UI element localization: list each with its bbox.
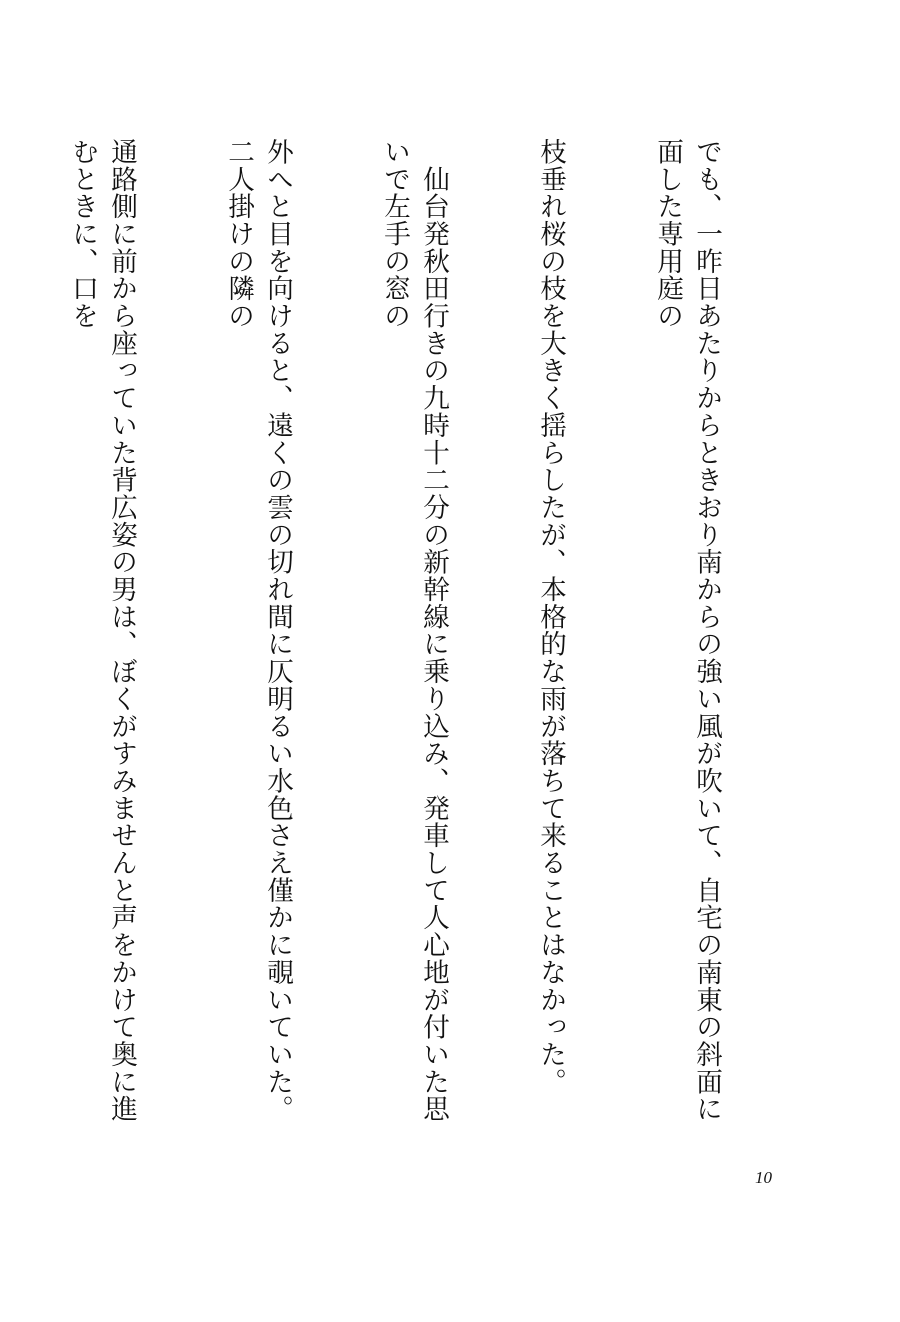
text-line: 仙台発秋田行きの九時十二分の新幹線に乗り込み、発車して人心地が付いた思いで左手の窓の	[379, 138, 449, 1123]
text-line: 枝垂れ桜の枝を大きく揺らしたが、本格的な雨が落ちて来ることはなかった。	[535, 138, 566, 1096]
vertical-body-text	[67, 138, 804, 1148]
text-line: 通路側に前から座っていた背広姿の男は、ぼくがすみませんと声をかけて奥に進むときに、口を	[67, 138, 137, 1123]
text-line: でも、一昨日あたりからときおり南からの強い風が吹いて、自宅の南東の斜面に面した専用庭の	[652, 138, 722, 1123]
text-line: 外へと目を向けると、遠くの雲の切れ間に仄明るい水色さえ僅かに覗いていた。二人掛けの隣の	[223, 138, 293, 1123]
page-number: 10	[755, 1168, 772, 1187]
